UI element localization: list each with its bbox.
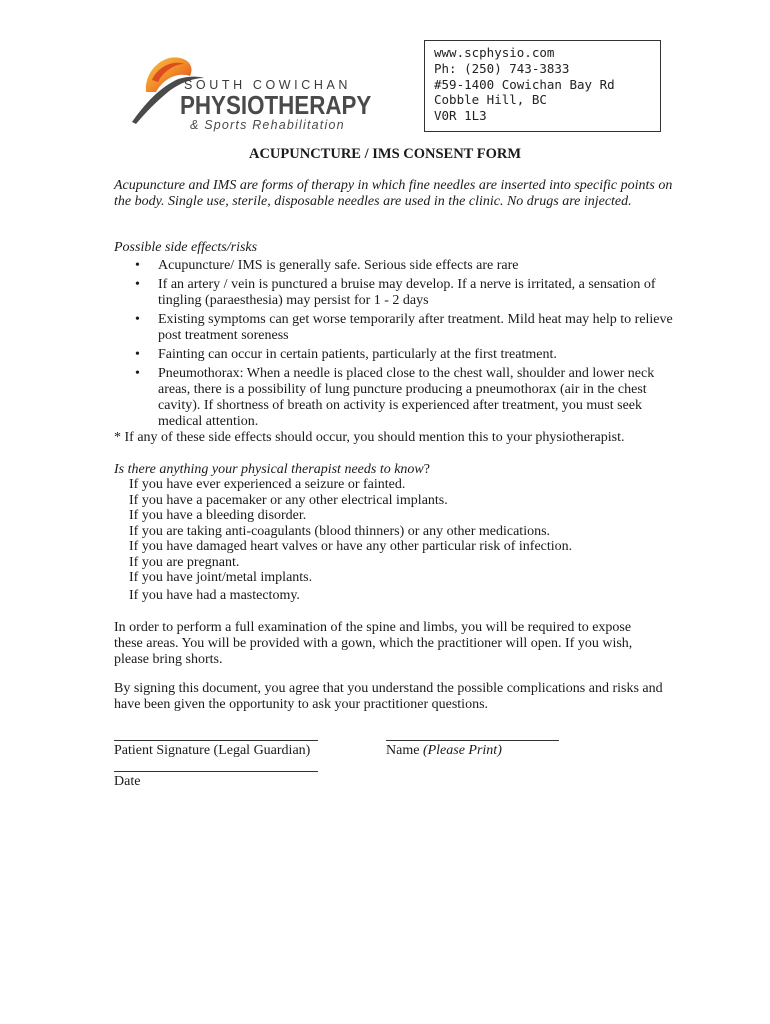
clinic-logo [128,50,388,135]
intro-paragraph: Acupuncture and IMS are forms of therapy in which fine needles are inserted into specific points on the body. Single use, sterile, disposable needles are used in the clinic. No drugs are injected. [114,178,673,209]
list-item: • Fainting can occur in certain patients, particularly at the first treatment. [135,347,557,362]
logo-text-sports-rehab: & Sports Rehabilitation [190,118,345,132]
contact-postal-code: V0R 1L3 [434,108,487,124]
contact-address-line2: Cobble Hill, BC [434,92,547,108]
list-item: If you have ever experienced a seizure or fainted. [129,477,406,492]
list-item: • If an artery / vein is punctured a bruise may develop. If a nerve is irritated, a sensation of tingling (paraesthesia) may persist for 1 - 2 days [135,277,656,308]
date-label: Date [114,774,141,789]
contact-website: www.scphysio.com [434,45,555,60]
logo-text-south-cowichan: SOUTH COWICHAN [184,78,352,92]
contact-phone: Ph: (250) 743-3833 [434,60,570,76]
know-heading: Is there anything your physical therapist needs to know? [114,462,430,477]
contact-address-line1: #59-1400 Cowichan Bay Rd [434,76,615,92]
date-line[interactable] [114,771,318,772]
logo-text-physiotherapy: PHYSIOTHERAPY [180,90,372,120]
list-item: • Pneumothorax: When a needle is placed close to the chest wall, shoulder and lower neck areas, there is a possibility of lung puncture producing a pneumothorax (air in the chest cavity). If shortness of breath on activity is experienced after treatment, you must seek medical attention. [135,366,655,429]
exam-paragraph: In order to perform a full examination of the spine and limbs, you will be required to expose these areas. You will be provided with a gown, which the practitioner will open. If you wish, please bring shorts. [114,620,633,667]
bullet-icon: • [135,312,140,327]
list-item: If you have joint/metal implants. [129,570,313,585]
list-item: If you are taking anti-coagulants (blood thinners) or any other medications. [129,523,551,539]
bullet-icon: • [135,347,140,362]
list-item: If you have a bleeding disorder. [129,508,307,523]
bullet-icon: • [135,277,140,292]
list-item: • Existing symptoms can get worse temporarily after treatment. Mild heat may help to relieve post treatment soreness [135,312,673,343]
list-item: If you are pregnant. [129,554,240,570]
name-label: Name (Please Print) [386,743,502,758]
bullet-icon: • [135,258,140,273]
side-effects-list [114,258,674,433]
list-item: If you have a pacemaker or any other electrical implants. [129,492,448,508]
patient-signature-line[interactable] [114,740,318,741]
side-effects-heading: Possible side effects/risks [114,240,258,255]
form-title: ACUPUNCTURE / IMS CONSENT FORM [248,146,522,162]
patient-signature-label: Patient Signature (Legal Guardian) [114,743,311,758]
bullet-icon: • [135,366,140,381]
list-item: If you have damaged heart valves or have any other particular risk of infection. [129,539,573,554]
contact-box [424,40,661,132]
know-list [129,477,689,603]
agree-paragraph: By signing this document, you agree that you understand the possible complications and risks and have been given the opportunity to ask your practitioner questions. [114,681,663,712]
side-effects-note: * If any of these side effects should occur, you should mention this to your physiotherapist. [114,430,625,445]
name-print-line[interactable] [386,740,559,741]
list-item: If you have had a mastectomy. [129,587,300,603]
list-item: • Acupuncture/ IMS is generally safe. Serious side effects are rare [135,258,519,273]
